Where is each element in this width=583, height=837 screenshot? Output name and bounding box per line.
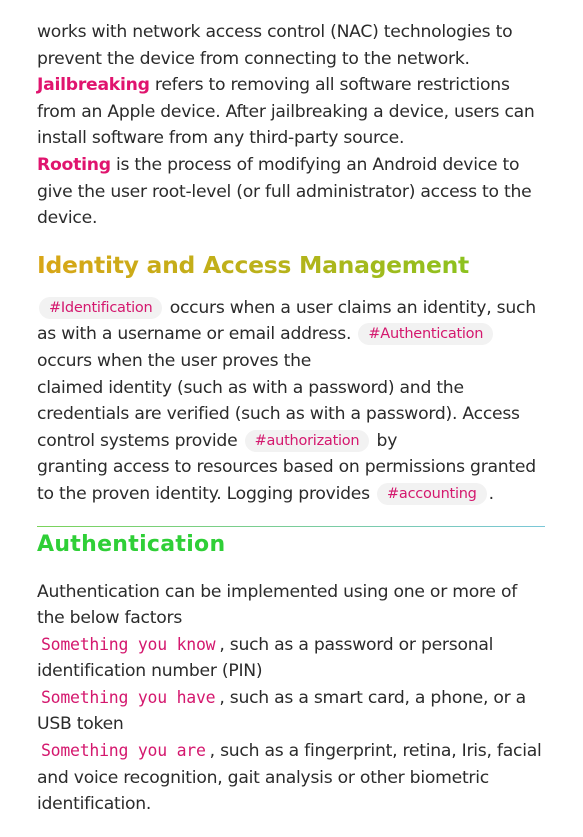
iam-text-5: granting access to resources based on permissions granted to the proven identity. Logging provides — [37, 457, 536, 504]
iam-text-2: occurs when the user proves the — [37, 350, 312, 371]
factor-are-text: , such as a fingerprint, retina, Iris, facial and voice recognition, gait analysis or other biometric identification. — [37, 741, 542, 815]
jailbreaking-term: Jailbreaking — [37, 75, 150, 96]
document-page — [37, 19, 547, 818]
iam-paragraph — [37, 295, 547, 508]
iam-text-3: claimed identity (such as with a password) and the credentials are verified (such as with a password). Access control systems provide — [37, 377, 520, 451]
authorization-tag[interactable]: #authorization — [245, 430, 370, 452]
authentication-intro: Authentication can be implemented using one or more of the below factors — [37, 581, 518, 629]
authentication-paragraph — [37, 579, 547, 818]
iam-text-1: occurs when a user claims an identity, such as with a username or email address. — [37, 297, 536, 345]
rooting-text: is the process of modifying an Android device to give the user root-level (or full administrator) access to the device. — [37, 154, 532, 229]
identification-tag[interactable]: #Identification — [39, 297, 162, 319]
factor-have-text: , such as a smart card, a phone, or a USB token — [37, 687, 526, 735]
factor-are-code: Something you are — [41, 741, 206, 761]
jailbreaking-text: refers to removing all software restrictions from an Apple device. After jailbreaking a device, users can install software from any third-party source. — [37, 75, 535, 149]
intro-paragraph — [37, 19, 547, 232]
factor-know-text: , such as a password or personal identification number (PIN) — [37, 634, 494, 682]
rooting-term: Rooting — [37, 154, 111, 175]
accounting-tag[interactable]: #accounting — [377, 483, 487, 505]
nac-text: works with network access control (NAC) technologies to prevent the device from connecting to the network. — [37, 22, 513, 69]
section-divider — [37, 526, 545, 527]
factor-know-code: Something you know — [41, 634, 216, 654]
authentication-tag[interactable]: #Authentication — [358, 323, 493, 345]
authentication-heading: Authentication — [37, 531, 226, 557]
factor-have-code: Something you have — [41, 687, 216, 707]
iam-heading: Identity and Access Management — [37, 248, 469, 282]
iam-text-6: . — [488, 483, 494, 504]
iam-text-4: by — [371, 430, 398, 451]
